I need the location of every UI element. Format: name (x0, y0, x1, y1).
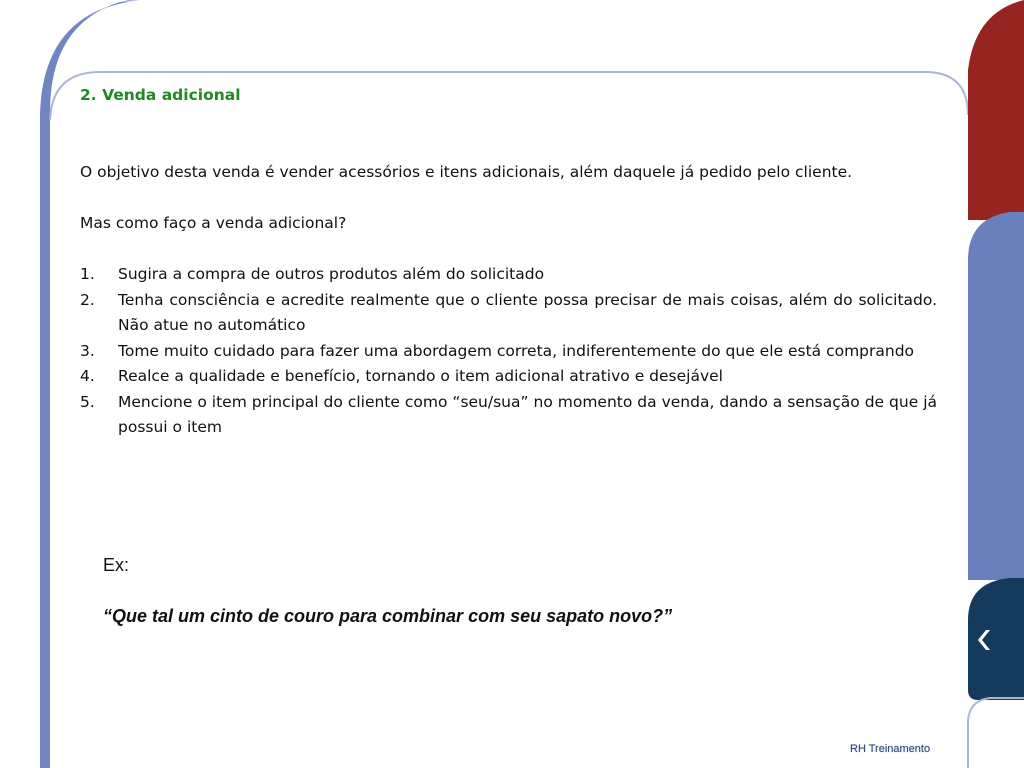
right-bottom-border (968, 698, 1024, 768)
list-item-number: 1. (80, 265, 95, 283)
right-blue-panel (968, 212, 1024, 580)
example-label: Ex: (103, 555, 130, 575)
list-item (80, 288, 937, 339)
list-item-number: 4. (80, 367, 95, 385)
list-item-text: Sugira a compra de outros produtos além do solicitado (118, 265, 545, 283)
list-item-text: Realce a qualidade e benefício, tornando o item adicional atrativo e desejável (118, 367, 723, 385)
question-paragraph: Mas como faço a venda adicional? (80, 214, 347, 232)
list-item-number: 3. (80, 341, 95, 360)
list-item-text: Mencione o item principal do cliente como “seu/sua” no momento da venda, dando a sensação de que já possui o item (118, 392, 937, 436)
list-item (80, 339, 937, 365)
list-item-text: Tome muito cuidado para fazer uma abordagem correta, indiferentemente do que ele está comprando (118, 341, 915, 360)
list-item-text: Tenha consciência e acredite realmente que o cliente possa precisar de mais coisas, além do solicitado. Não atue no automático (118, 290, 937, 334)
steps-list (80, 262, 937, 441)
list-item-number: 5. (80, 392, 95, 411)
back-arrow-icon[interactable] (970, 622, 1000, 658)
slide-title: 2. Venda adicional (80, 86, 241, 104)
example-quote: “Que tal um cinto de couro para combinar com seu sapato novo?” (103, 606, 673, 626)
footer-brand: RH Treinamento (850, 743, 931, 755)
list-item (80, 262, 937, 288)
right-red-panel (968, 0, 1024, 220)
list-item (80, 364, 937, 390)
list-item-number: 2. (80, 290, 95, 309)
intro-paragraph: O objetivo desta venda é vender acessórios e itens adicionais, além daquele já pedido pelo cliente. (80, 163, 853, 181)
list-item (80, 390, 937, 441)
